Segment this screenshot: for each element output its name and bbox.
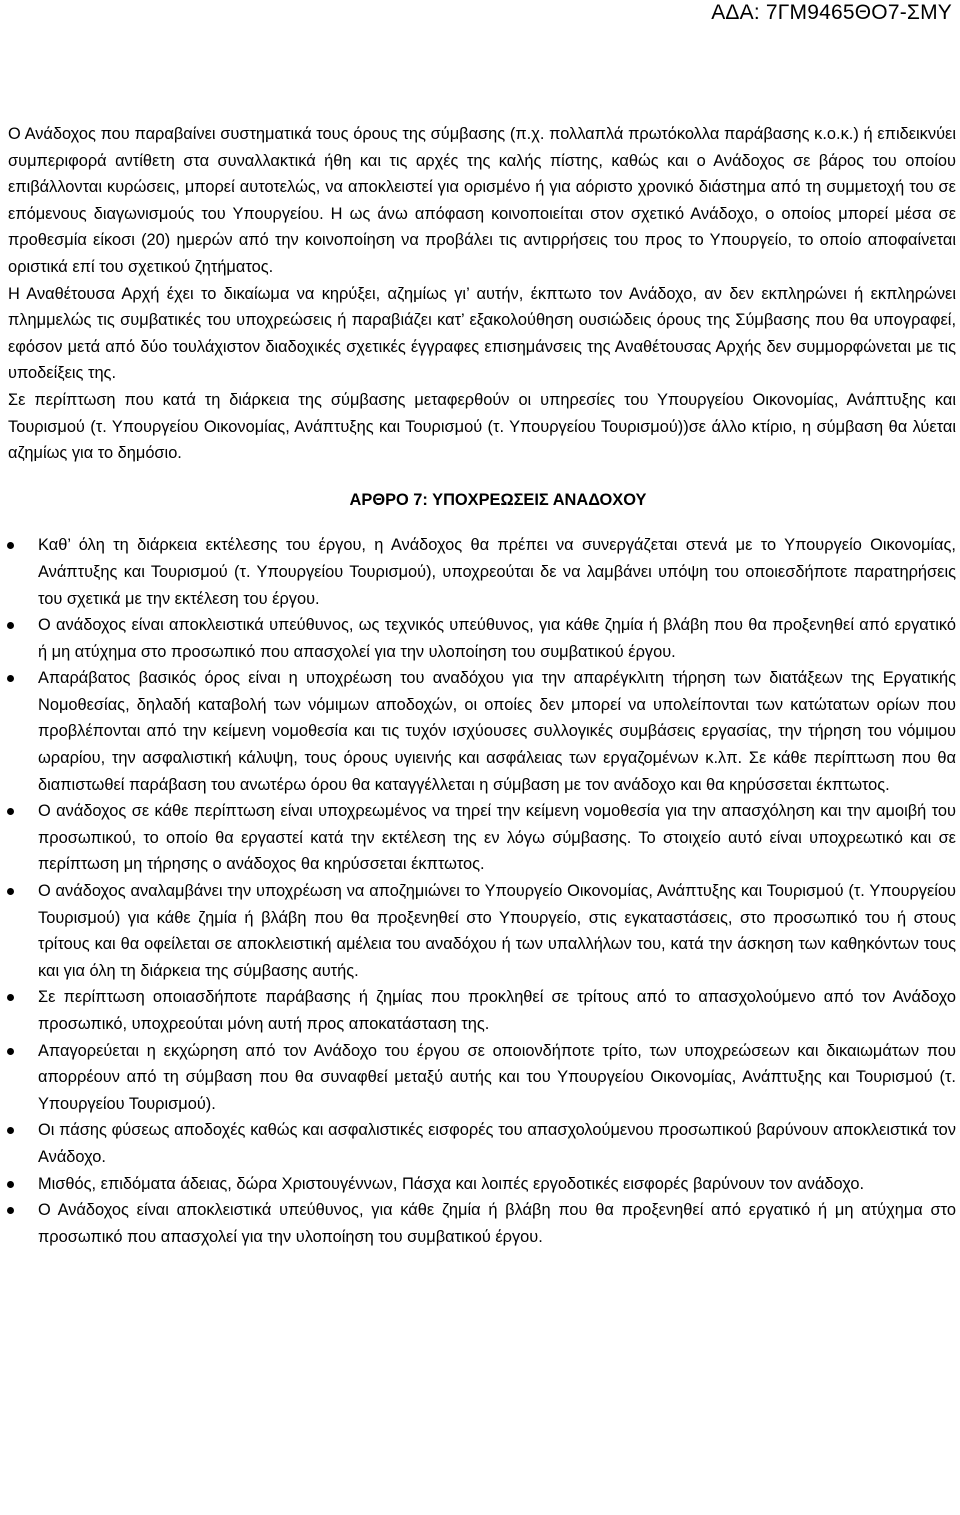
- list-item: [8, 1117, 956, 1170]
- paragraph-relocation: Σε περίπτωση που κατά τη διάρκεια της σύμβασης μεταφερθούν οι υπηρεσίες του Υπουργείου Οικονομίας, Ανάπτυξης και Τουρισμού (τ. Υπουργείου Οικονομίας, Ανάπτυξης και Τουρισμού (τ. Υπουργείου Τουρισμού))σε άλλο κτίριο, η σύμβαση θα λύεται αζημίως για το δημόσιο.: [8, 390, 956, 463]
- bullet-icon: [7, 675, 14, 682]
- list-item-text: Απαγορεύεται η εκχώρηση από τον Ανάδοχο του έργου σε οποιονδήποτε τρίτο, των υποχρεώσεων και δικαιωμάτων που απορρέουν από τη σύμβαση που θα συναφθεί μεταξύ αυτής και του Υπουργείου Οικονομίας, Ανάπτυξης και Τουρισμού (τ. Υπουργείου Τουρισμού).: [38, 1041, 956, 1113]
- article-heading: ΑΡΘΡΟ 7: ΥΠΟΧΡΕΩΣΕΙΣ ΑΝΑΔΟΧΟΥ: [349, 490, 647, 509]
- list-item-text: Ο ανάδοχος σε κάθε περίπτωση είναι υποχρεωμένος να τηρεί την κείμενη νομοθεσία για την απασχόληση και την αμοιβή του προσωπικού, το οποίο θα εργαστεί κατά την εκτέλεση της εν λόγω σύμβασης. Το στοιχείο αυτό είναι υποχρεωτικό και σε περίπτωση μη τήρησης ο ανάδοχος θα κηρύσσεται έκπτωτος.: [38, 802, 956, 874]
- list-item: [8, 1038, 956, 1118]
- bullet-icon: [7, 1207, 14, 1214]
- list-item-text: Σε περίπτωση οποιασδήποτε παράβασης ή ζημίας που προκληθεί σε τρίτους από το απασχολούμενο από τον Ανάδοχο προσωπικό, υποχρεούται μόνη αυτή προς αποκατάσταση της.: [38, 988, 956, 1033]
- list-item: [8, 878, 956, 984]
- bullet-icon: [7, 622, 14, 629]
- bullet-icon: [7, 542, 14, 549]
- paragraph-exclusion: Ο Ανάδοχος που παραβαίνει συστηματικά τους όρους της σύμβασης (π.χ. πολλαπλά πρωτόκολλα παράβασης κ.ο.κ.) ή επιδεικνύει συμπεριφορά αντίθετη στα συναλλακτικά ήθη και τις αρχές της καλής πίστης, καθώς και ο Ανάδοχος σε βάρος του οποίου επιβάλλονται κυρώσεις, μπορεί αυτοτελώς, να αποκλειστεί για ορισμένο ή για αόριστο χρονικό διάστημα από τη συμμετοχή του σε επόμενους διαγωνισμούς του Υπουργείου. Η ως άνω απόφαση κοινοποιείται στον σχετικό Ανάδοχο, ο οποίος μπορεί μέσα σε προθεσμία είκοσι (20) ημερών από την κοινοποίηση να προβάλει τις αντιρρήσεις του προς το Υπουργείο, το οποίο αποφαίνεται οριστικά επί του σχετικού ζητήματος.: [8, 125, 956, 276]
- paragraph-forfeiture: Η Αναθέτουσα Αρχή έχει το δικαίωμα να κηρύξει, αζημίως γι’ αυτήν, έκπτωτο τον Ανάδοχο, αν δεν εκπληρώνει ή εκπληρώνει πλημμελώς τις συμβατικές του υποχρεώσεις ή παραβιάζει κατ’ εξακολούθηση ουσιώδεις όρους της Σύμβασης που θα υπογραφεί, εφόσον μετά από δύο τουλάχιστον διαδοχικές σχετικές έγγραφες επισημάνσεις της Αναθέτουσας Αρχής δεν συμμορφώνεται με τις υποδείξεις της.: [8, 284, 956, 383]
- list-item: [8, 532, 956, 612]
- list-item: [8, 984, 956, 1037]
- list-item: [8, 1197, 956, 1250]
- list-item-text: Οι πάσης φύσεως αποδοχές καθώς και ασφαλιστικές εισφορές του απασχολούμενου προσωπικού βαρύνουν αποκλειστικά τον Ανάδοχο.: [38, 1121, 956, 1166]
- bullet-icon: [7, 1181, 14, 1188]
- obligations-list: [8, 532, 956, 1250]
- bullet-icon: [7, 1127, 14, 1134]
- list-item-text: Μισθός, επιδόματα άδειας, δώρα Χριστουγέννων, Πάσχα και λοιπές εργοδοτικές εισφορές βαρύνουν τον ανάδοχο.: [38, 1174, 865, 1193]
- list-item-text: Ο ανάδοχος αναλαμβάνει την υποχρέωση να αποζημιώνει το Υπουργείο Οικονομίας, Ανάπτυξης και Τουρισμού (τ. Υπουργείου Τουρισμού) για κάθε ζημία ή βλάβη που θα προξενηθεί στο Υπουργείο, στις εγκαταστάσεις, στο προσωπικό του ή στους τρίτους και θα οφείλεται σε αποκλειστική αμέλεια του αναδόχου ή των υπαλλήλων του, κατά την άσκηση των καθηκόντων τους και για όλη τη διάρκεια της σύμβασης αυτής.: [38, 882, 956, 980]
- document-body: [8, 121, 956, 1250]
- list-item-text: Καθ’ όλη τη διάρκεια εκτέλεσης του έργου, η Ανάδοχος θα πρέπει να συνεργάζεται στενά με το Υπουργείο Οικονομίας, Ανάπτυξης και Τουρισμού (τ. Υπουργείου Τουρισμού), υποχρεούται δε να λαμβάνει υπόψη του οποιεσδήποτε παρατηρήσεις του σχετικά με την εκτέλεση του έργου.: [38, 536, 956, 608]
- list-item-text: Ο ανάδοχος είναι αποκλειστικά υπεύθυνος, ως τεχνικός υπεύθυνος, για κάθε ζημία ή βλάβη που θα προξενηθεί από εργατικό ή μη ατύχημα στο προσωπικό που απασχολεί για την υλοποίηση του συμβατικού έργου.: [38, 616, 956, 661]
- list-item-text: Απαράβατος βασικός όρος είναι η υποχρέωση του αναδόχου για την απαρέγκλιτη τήρηση των διατάξεων της Εργατικής Νομοθεσίας, δηλαδή καταβολή των νόμιμων αποδοχών, οι οποίες δεν μπορεί να υπολείπονται των κατώτατων ορίων που προβλέπονται από την κείμενη νομοθεσία και τις τυχόν ισχύουσες συλλογικές συμβάσεις εργασίας, την τήρηση του νόμιμου ωραρίου, την ασφαλιστική κάλυψη, τους όρους υγιεινής και ασφάλειας των εργαζομένων κ.λπ. Σε κάθε περίπτωση που θα διαπιστωθεί παράβαση του ανωτέρω όρου θα καταγγέλλεται η σύμβαση με τον ανάδοχο και θα κηρύσσεται έκπτωτος.: [38, 669, 956, 794]
- bullet-icon: [7, 994, 14, 1001]
- list-item: [8, 665, 956, 798]
- list-item-text: Ο Ανάδοχος είναι αποκλειστικά υπεύθυνος, για κάθε ζημία ή βλάβη που θα προξενηθεί από εργατικό ή μη ατύχημα στο προσωπικό που απασχολεί για την υλοποίηση του συμβατικού έργου.: [38, 1201, 956, 1246]
- bullet-icon: [7, 1048, 14, 1055]
- bullet-icon: [7, 808, 14, 815]
- ada-code: ΑΔΑ: 7ΓΜ9465ΘΟ7-ΣΜΥ: [711, 1, 952, 24]
- list-item: [8, 1171, 956, 1198]
- bullet-icon: [7, 888, 14, 895]
- list-item: [8, 612, 956, 665]
- list-item: [8, 798, 956, 878]
